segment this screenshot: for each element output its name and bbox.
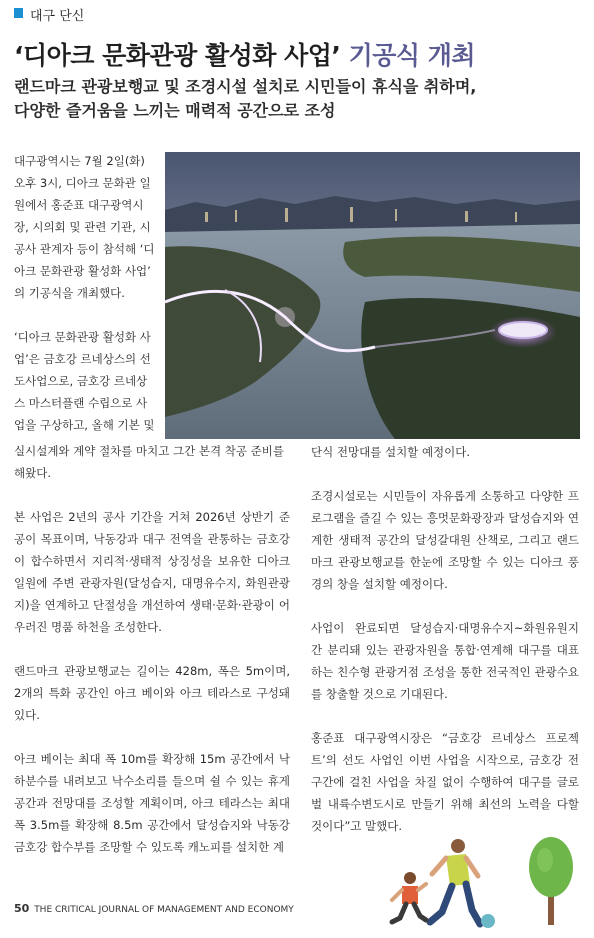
article-column-left-top (14, 150, 155, 436)
subtitle-line-2: 다양한 즐거움을 느끼는 매력적 공간으로 조성 (14, 101, 336, 120)
subtitle-line-1: 랜드마크 관광보행교 및 조경시설 설치로 시민들이 휴식을 취하며, (14, 77, 477, 96)
text-line: 업’은 금호강 르네상스의 선 (14, 352, 151, 366)
paragraph-4: 랜드마크 관광보행교는 길이는 428m, 폭은 5m이며, 2개의 특화 공간인 아크 베이와 아크 테라스로 구성돼 있다. (14, 664, 290, 722)
text-line: 의 기공식을 개최했다. (14, 286, 125, 300)
paragraph-5: 아크 베이는 최대 폭 10m를 확장해 15m 공간에서 낙하분수를 내려보고 낙수소리를 들으며 쉴 수 있는 휴게공간과 전망대를 조성할 계획이며, 아크 테라스는 최대 폭 3.5m를 확장해 8.5m 공간에서 달성습지와 낙동강 금호강 합수부를 조망할 수 있도록 캐노피를 설치한 계 (14, 752, 290, 854)
text-line: 아크 문화관광 활성화 사업’ (14, 264, 151, 278)
paragraph-2 (14, 326, 155, 436)
section-marker (14, 8, 23, 18)
tree-illustration (526, 835, 576, 925)
text-line: 대구광역시는 7월 2일(화) (14, 154, 145, 168)
section-label: 대구 단신 (30, 9, 85, 24)
text-line: 스 마스터플랜 수립으로 사 (14, 396, 148, 410)
paragraph-6: 조경시설로는 시민들이 자유롭게 소통하고 다양한 프로그램을 즐길 수 있는 흥멋문화광장과 달성습지와 연계한 생태적 공간의 달성갈대원 산책로, 그리고 랜드마크 관광보행교를 한눈에 조망할 수 있는 디아크 풍경의 창을 설치할 예정이다. (311, 489, 579, 591)
text-line: 오후 3시, 디아크 문화관 일 (14, 176, 151, 190)
title-accent: 기공식 개최 (348, 41, 476, 70)
paragraph-3: 본 사업은 2년의 공사 기간을 거쳐 2026년 상반기 준공이 목표이며, 낙동강과 대구 전역을 관통하는 금호강이 합수하면서 지리적·생태적 상징성을 보유한 디아크 일원에 주변 관광자원(달성습지, 대명유수지, 화원관광지)을 연계하고 단절성을 개선하여 생태·문화·관광이 어우러진 명품 하천을 조성한다. (14, 510, 290, 634)
text-line: 실시설계와 계약 절차를 마치고 그간 본격 착공 준비를 (14, 444, 284, 458)
text-line: 업을 구상하고, 올해 기본 및 (14, 418, 155, 432)
page-number: 50 (14, 902, 30, 915)
paragraph-1 (14, 150, 155, 304)
project-rendering-photo (165, 152, 580, 439)
paragraph-8: 홍준표 대구광역시장은 “금호강 르네상스 프로젝트’의 선도 사업인 이번 사업을 시작으로, 금호강 전 구간에 걸친 사업을 차질 없이 수행하여 대구를 글로벌 내륙수변도시로 만들기 위해 최선의 노력을 다할 것이다”고 말했다. (311, 731, 579, 833)
text-line: 장, 시의회 및 관련 기관, 시 (14, 220, 151, 234)
text-line: ‘디아크 문화관광 활성화 사 (14, 330, 151, 344)
text-line: 공사 관계자 등이 참석해 ‘디 (14, 242, 155, 256)
page-title (14, 36, 475, 72)
paragraph-7: 사업이 완료되면 달성습지·대명유수지~화원유원지 간 분리돼 있는 관광자원을 통합·연계해 대구를 대표하는 친수형 관광거점 조성을 통한 전국적인 관광수요를 창출할 것으로 기대된다. (311, 621, 579, 701)
text-line: 해왔다. (14, 466, 51, 480)
subtitle (14, 75, 584, 123)
text-line: 원에서 홍준표 대구광역시 (14, 198, 144, 212)
title-main: ‘디아크 문화관광 활성화 사업’ (14, 41, 341, 70)
article-column-right (311, 441, 579, 859)
publication-name: THE CRITICAL JOURNAL OF MANAGEMENT AND ECONOMY (34, 905, 294, 915)
page-footer (14, 902, 294, 915)
article-column-left-bottom (14, 440, 290, 880)
text-line: 도사업으로, 금호강 르네상 (14, 374, 148, 388)
paragraph-2-continued (14, 440, 290, 484)
paragraph-5-continued: 단식 전망대를 설치할 예정이다. (311, 445, 471, 459)
